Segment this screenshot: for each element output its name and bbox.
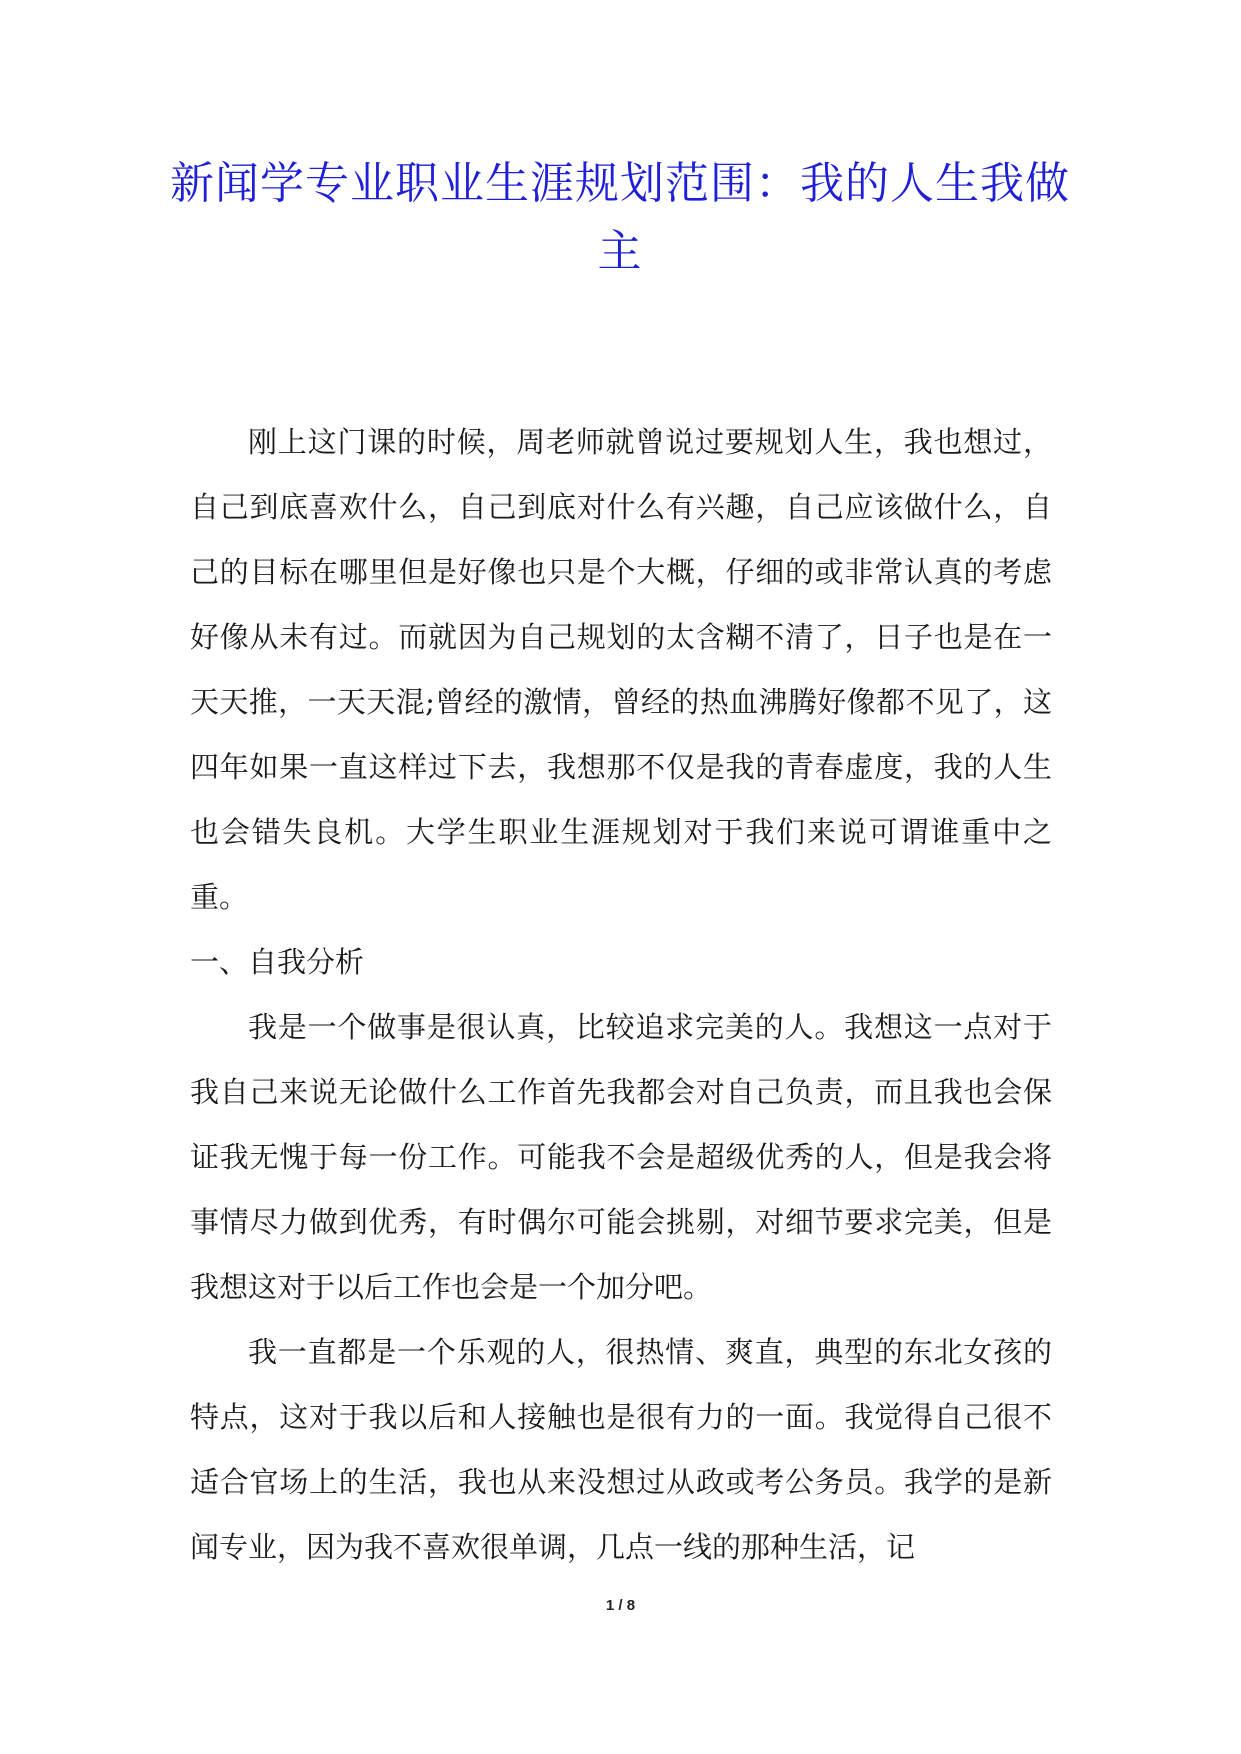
paragraph-self-analysis-1: 我是一个做事是很认真，比较追求完美的人。我想这一点对于我自己来说无论做什么工作首先我都会对自己负责，而且我也会保证我无愧于每一份工作。可能我不会是超级优秀的人，但是我会将事情尽力做到优秀，有时偶尔可能会挑剔，对细节要求完美，但是我想这对于以后工作也会是一个加分吧。 (190, 1010, 1052, 1304)
page-number: 1 / 8 (605, 1597, 636, 1614)
document-title: 新闻学专业职业生涯规划范围：我的人生我做主 (170, 158, 1070, 277)
paragraph-intro: 刚上这门课的时候，周老师就曾说过要规划人生，我也想过，自己到底喜欢什么，自己到底对什么有兴趣，自己应该做什么，自己的目标在哪里但是好像也只是个大概，仔细的或非常认真的考虑好像从未有过。而就因为自己规划的太含糊不清了，日子也是在一天天推，一天天混;曾经的激情，曾经的热血沸腾好像都不见了，这四年如果一直这样过下去，我想那不仅是我的青春虚度，我的人生也会错失良机。大学生职业生涯规划对于我们来说可谓谁重中之重。 (190, 425, 1052, 914)
paragraph-self-analysis-2: 我一直都是一个乐观的人，很热情、爽直，典型的东北女孩的特点，这对于我以后和人接触也是很有力的一面。我觉得自己很不适合官场上的生活，我也从来没想过从政或考公务员。我学的是新闻专业，因为我不喜欢很单调，几点一线的那种生活，记 (190, 1335, 1052, 1564)
document-body (190, 410, 1052, 1580)
section-heading-self-analysis: 一、自我分析 (190, 945, 365, 979)
